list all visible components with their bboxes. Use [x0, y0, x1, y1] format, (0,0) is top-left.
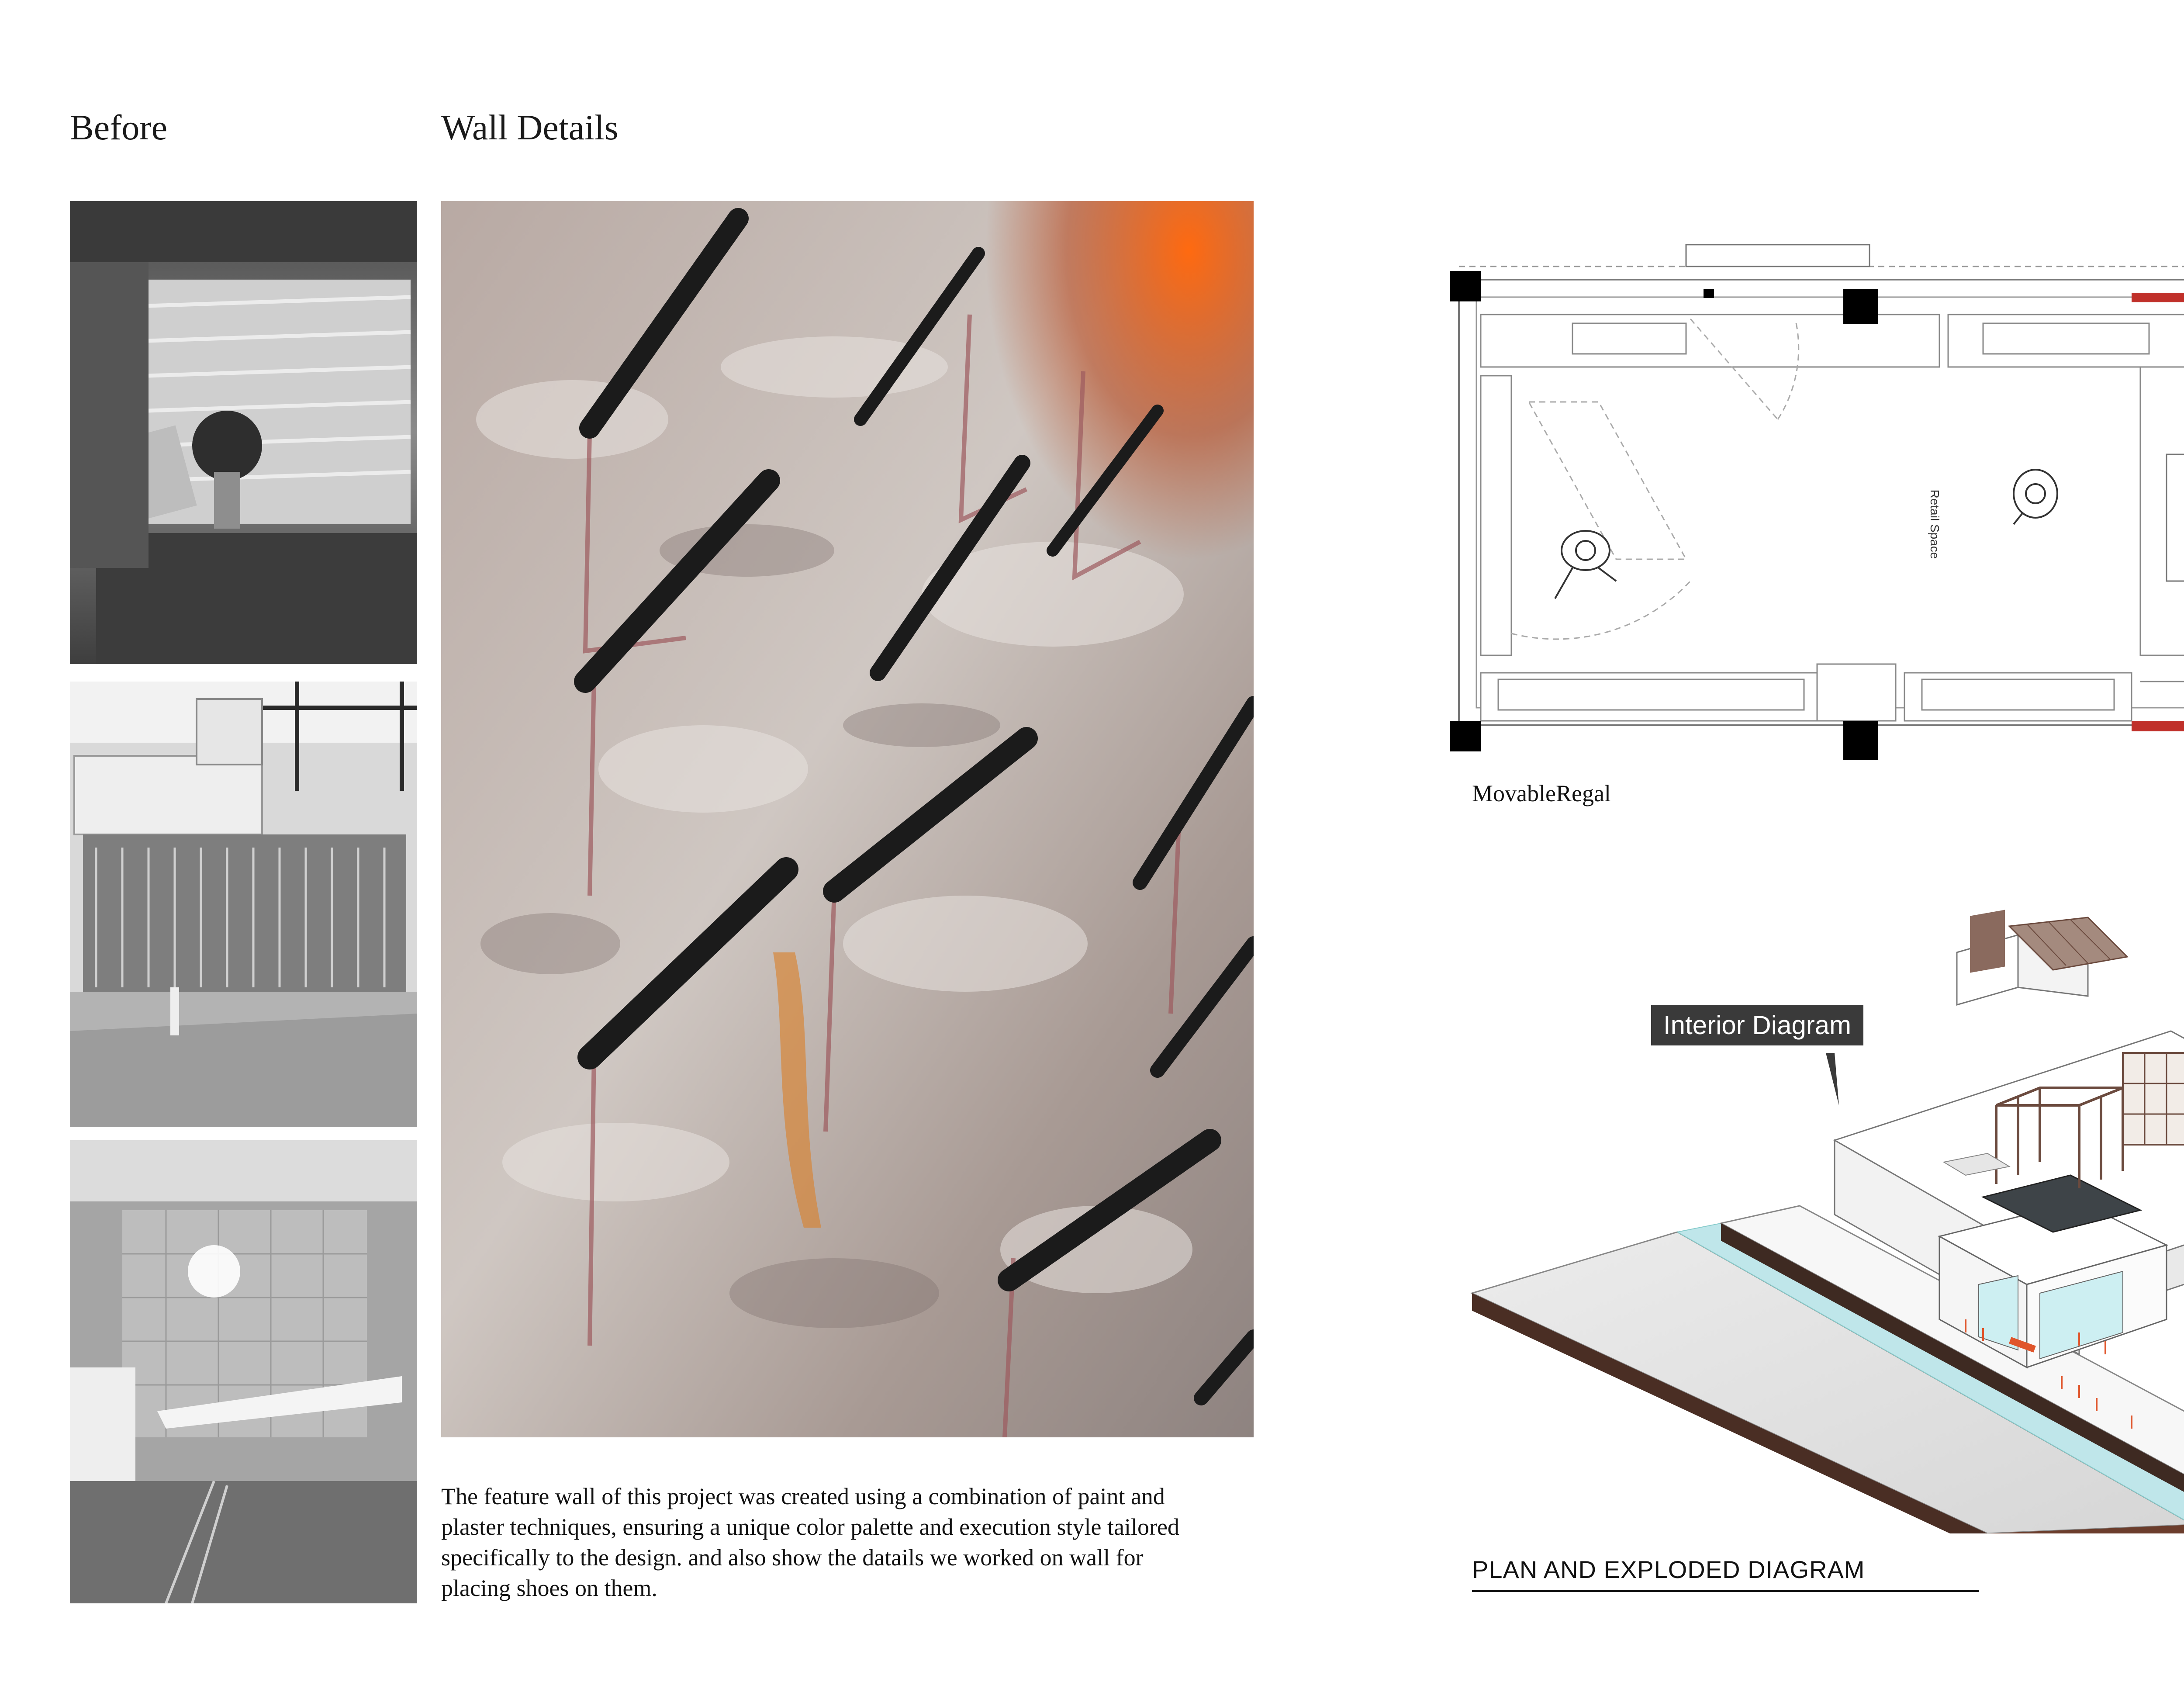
caption-underline [1472, 1590, 1979, 1592]
feature-wall-photo [441, 201, 1254, 1437]
movable-regal-label: MovableRegal [1472, 780, 1611, 806]
before-photo-storage [70, 1140, 417, 1603]
wall-description-line: specifically to the design. and also show the datails we worked on wall for [441, 1544, 1144, 1571]
wall-details-heading: Wall Details [441, 107, 619, 147]
wall-description-line: plaster techniques, ensuring a unique color palette and execution style tailored [441, 1514, 1179, 1540]
wall-description-line: The feature wall of this project was created using a combination of paint and [441, 1483, 1165, 1509]
floor-plan [1441, 175, 2184, 778]
before-photo-exterior [70, 682, 417, 1127]
interior-diagram-callout: Interior Diagram [1651, 1005, 1863, 1045]
wall-description [441, 1481, 1271, 1603]
retail-space-label: Retail Space [1928, 489, 1942, 559]
wall-description-line: placing shoes on them. [441, 1575, 657, 1601]
diagram-caption: PLAN AND EXPLODED DIAGRAM [1472, 1556, 1865, 1583]
exploded-diagram [1441, 900, 2184, 1533]
before-heading: Before [70, 107, 168, 147]
before-photo-interior [70, 201, 417, 664]
